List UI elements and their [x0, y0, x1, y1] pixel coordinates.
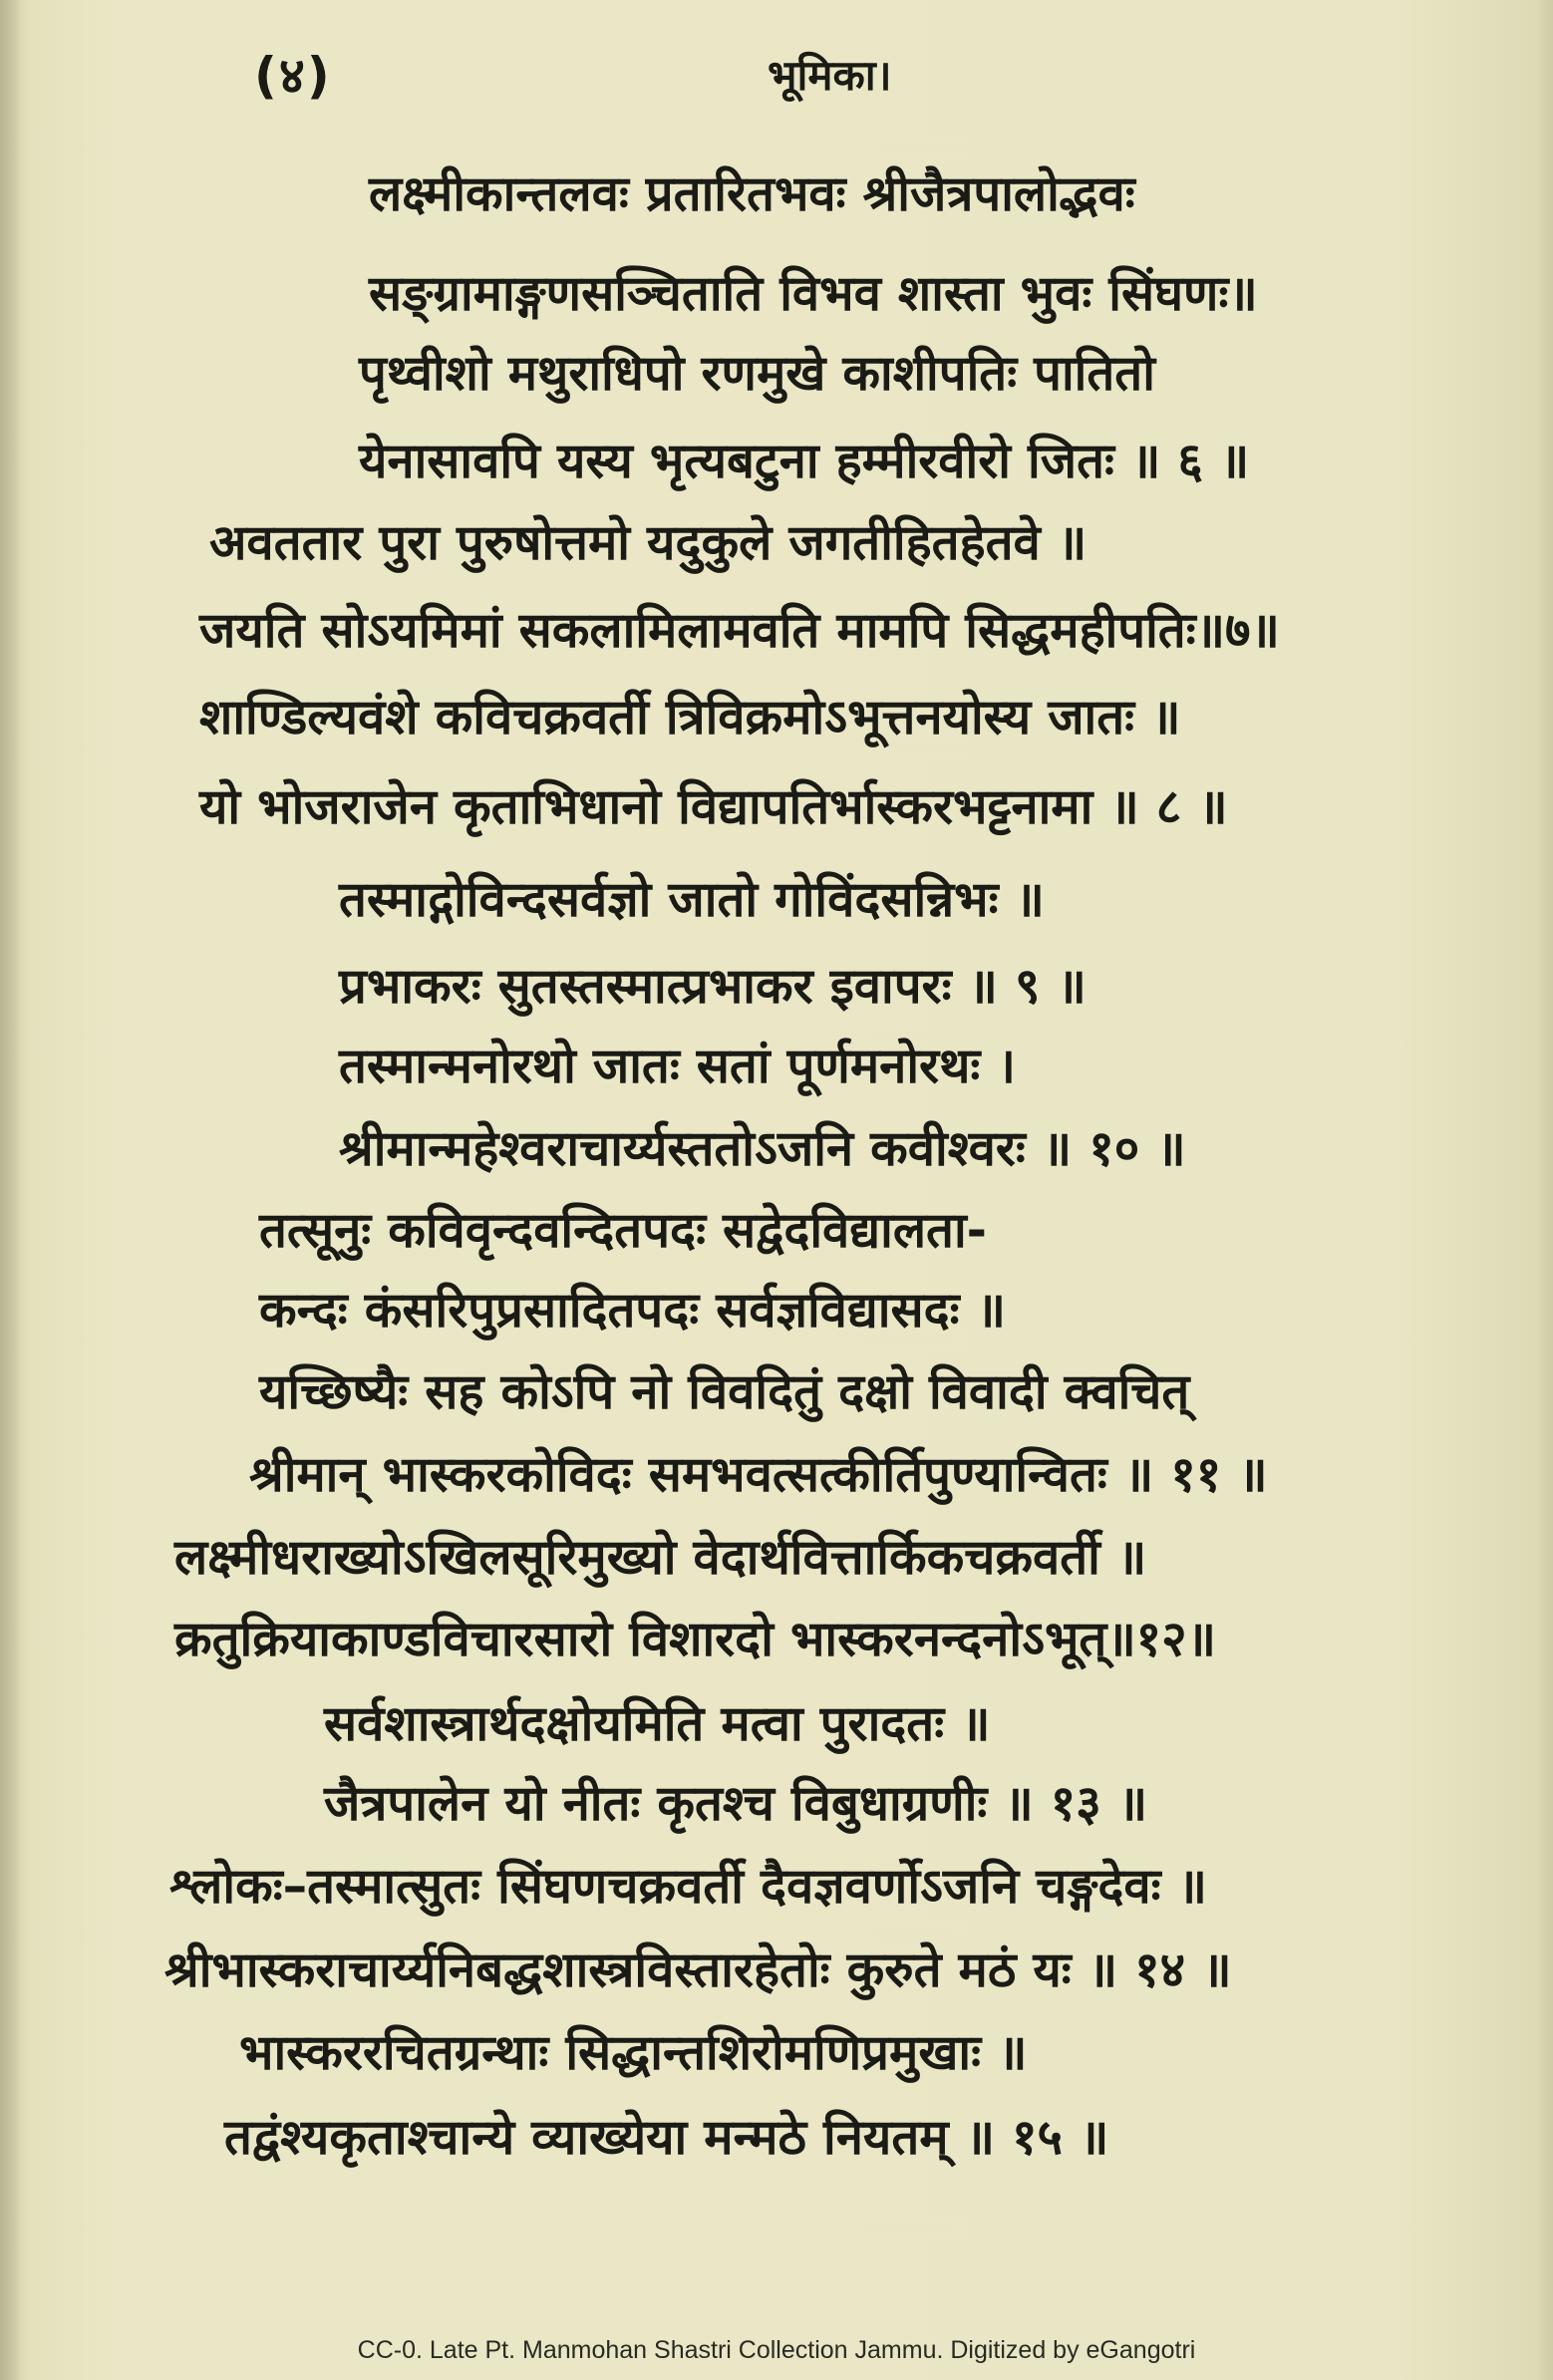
verse-line: लक्ष्मीकान्तलवः प्रतारितभवः श्रीजैत्रपालोद्भवः	[369, 165, 1135, 222]
page-number: (४)	[254, 47, 332, 105]
digitization-credit: CC-0. Late Pt. Manmohan Shastri Collection Jammu. Digitized by eGangotri	[357, 2336, 1196, 2364]
verse-line: तद्वंश्यकृताश्चान्ये व्याख्येया मन्मठे नियतम् ॥ १५ ॥	[224, 2109, 1109, 2166]
verse-line: यो भोजराजेन कृताभिधानो विद्यापतिर्भास्करभट्टनामा ॥ ८ ॥	[199, 778, 1228, 835]
verse-line: येनासावपि यस्य भृत्यबटुना हम्मीरवीरो जितः ॥ ६ ॥	[359, 433, 1250, 489]
verse-line: श्रीभास्कराचार्य्यनिबद्धशास्त्रविस्तारहेतोः कुरुते मठं यः ॥ १४ ॥	[164, 1941, 1232, 1998]
verse-line: श्रीमान् भास्करकोविदः समभवत्सत्कीर्तिपुण्यान्वितः ॥ ११ ॥	[249, 1446, 1268, 1503]
page-edge-shadow	[0, 0, 22, 2380]
verse-line: अवततार पुरा पुरुषोत्तमो यदुकुले जगतीहितहेतवे ॥	[209, 514, 1087, 571]
verse-line: सर्वशास्त्रार्थदक्षोयमिति मत्वा पुरादतः ॥	[324, 1695, 991, 1752]
verse-line: शाण्डिल्यवंशे कविचक्रवर्ती त्रिविक्रमोऽभूत्तनयोस्य जातः ॥	[199, 689, 1181, 745]
verse-line: तस्मान्मनोरथो जातः सतां पूर्णमनोरथः ।	[339, 1038, 1016, 1094]
verse-line: कन्दः कंसरिपुप्रसादितपदः सर्वज्ञविद्यासदः ॥	[259, 1282, 1006, 1339]
verse-line: सङ्ग्रामाङ्गणसञ्चिताति विभव शास्ता भुवः सिंघणः॥	[369, 265, 1258, 322]
verse-line: यच्छिष्यैः सह कोऽपि नो विवदितुं दक्षो विवादी क्वचित्	[259, 1363, 1190, 1420]
verse-line: श्रीमान्महेश्वराचार्य्यस्ततोऽजनि कवीश्वरः ॥ १० ॥	[339, 1120, 1186, 1177]
running-head: भूमिका।	[768, 51, 892, 100]
verse-line: तस्माद्गोविन्दसर्वज्ञो जातो गोविंदसन्निभः ॥	[339, 871, 1045, 928]
verse-line: जैत्रपालेन यो नीतः कृतश्च विबुधाग्रणीः ॥ १३ ॥	[324, 1775, 1148, 1832]
verse-line: पृथ्वीशो मथुराधिपो रणमुखे काशीपतिः पातितो	[359, 345, 1155, 402]
verse-line: प्रभाकरः सुतस्तस्मात्प्रभाकर इवापरः ॥ ९ ॥	[339, 958, 1087, 1015]
verse-line: लक्ष्मीधराख्योऽखिलसूरिमुख्यो वेदार्थवित्तार्किकचक्रवर्ती ॥	[174, 1529, 1147, 1586]
verse-line: भास्कररचितग्रन्थाः सिद्धान्तशिरोमणिप्रमुखाः ॥	[239, 2024, 1028, 2081]
page-header	[0, 40, 1553, 110]
verse-line: क्रतुक्रियाकाण्डविचारसारो विशारदो भास्करनन्दनोऽभूत्॥१२॥	[174, 1611, 1216, 1667]
verse-line: जयति सोऽयमिमां सकलामिलामवति मामपि सिद्धमहीपतिः॥७॥	[199, 602, 1280, 659]
verse-line: तत्सूनुः कविवृन्दवन्दितपदः सद्वेदविद्यालता-	[259, 1202, 988, 1259]
verse-line: श्लोकः–तस्मात्सुतः सिंघणचक्रवर्ती दैवज्ञवर्णोऽजनि चङ्गदेवः ॥	[169, 1858, 1207, 1915]
